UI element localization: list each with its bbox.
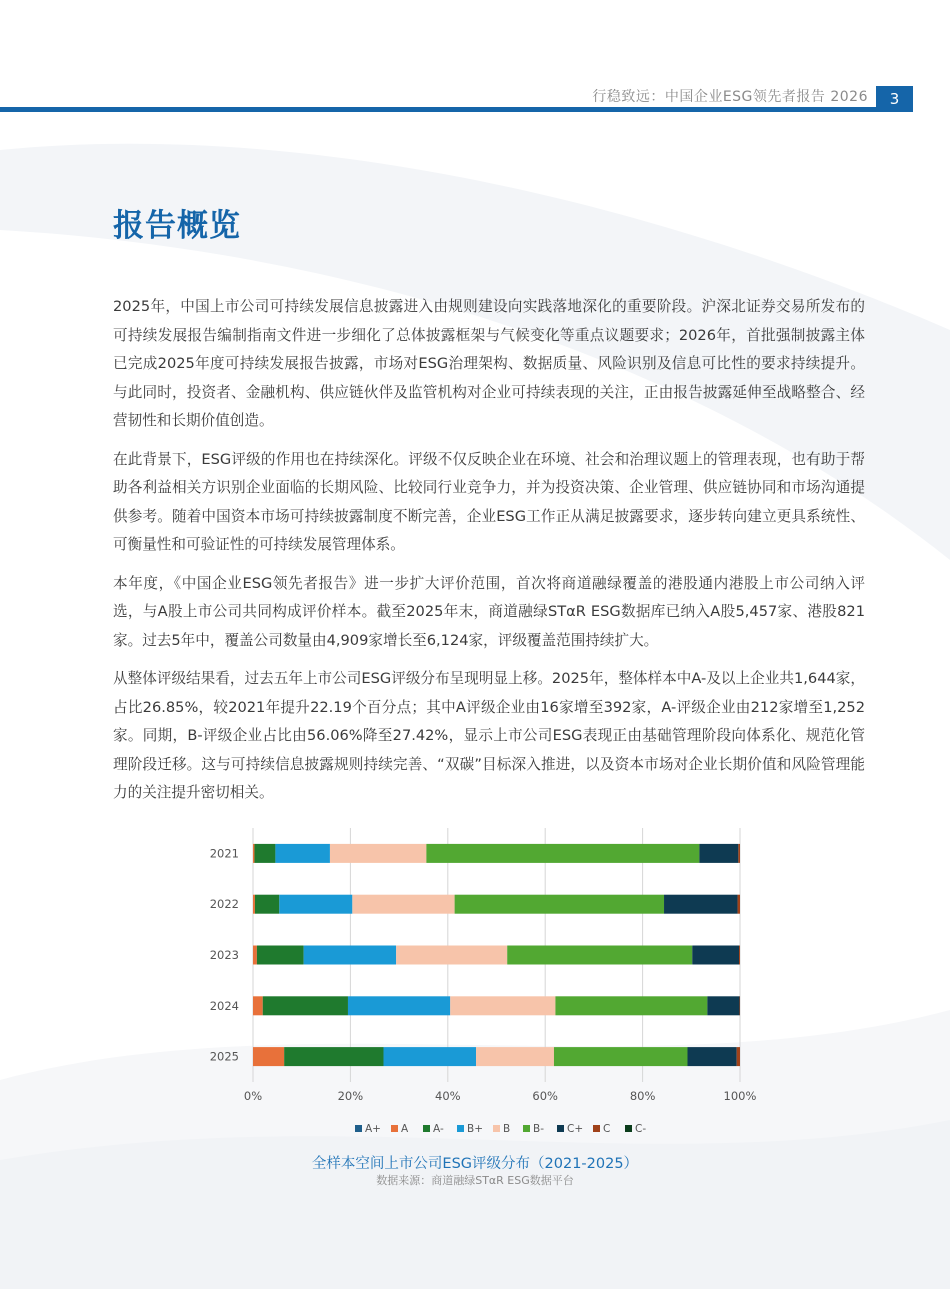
bar-segment xyxy=(707,996,739,1015)
y-tick-label: 2023 xyxy=(209,948,239,962)
bar-segment xyxy=(330,844,426,863)
bar-segment xyxy=(740,996,741,1015)
bar-segment xyxy=(284,1047,383,1066)
bar-segment xyxy=(738,895,740,914)
y-tick-label: 2025 xyxy=(209,1049,239,1064)
paragraph-3: 本年度，《中国企业ESG领先者报告》进一步扩大评价范围，首次将商道融绿覆盖的港股通内港股上市公司纳入评选，与A股上市公司共同构成评价样本。截至2025年末，商道融绿STαR ESG数据库已纳入A股5,457家、港股821家。过去5年中，覆盖公司数量由4,909家增长至6,124家，评级覆盖范围持续扩大。 xyxy=(113,574,865,649)
legend-label: A+ xyxy=(365,1123,381,1135)
chart-caption: 全样本空间上市公司ESG评级分布（2021-2025） xyxy=(311,1156,639,1172)
bar-segment xyxy=(738,844,740,863)
x-tick-label: 100% xyxy=(723,1089,757,1103)
bar-segment xyxy=(476,1047,554,1066)
section-title: 报告概览 xyxy=(113,208,241,244)
x-tick-label: 20% xyxy=(337,1089,364,1103)
x-tick-label: 80% xyxy=(629,1089,656,1103)
bar-segment xyxy=(253,996,263,1015)
legend-swatch xyxy=(523,1125,530,1132)
chart-svg xyxy=(195,822,770,1152)
legend-label: A xyxy=(401,1123,409,1135)
bar-segment xyxy=(352,895,454,914)
bar-segment xyxy=(348,996,450,1015)
header-rule xyxy=(0,107,913,112)
legend-label: B xyxy=(503,1123,511,1135)
bar-segment xyxy=(253,844,254,863)
bar-segment xyxy=(279,895,352,914)
x-tick-label: 0% xyxy=(243,1089,263,1103)
y-tick-label: 2021 xyxy=(209,846,239,861)
x-tick-label: 60% xyxy=(532,1089,558,1103)
legend-swatch xyxy=(593,1125,600,1132)
legend-swatch xyxy=(391,1125,398,1132)
bar-segment xyxy=(253,946,257,965)
body-text xyxy=(113,293,865,818)
bar-segment xyxy=(692,946,739,965)
legend-label: C xyxy=(603,1123,611,1135)
legend-swatch xyxy=(423,1125,430,1132)
bar-segment xyxy=(688,1047,737,1066)
bar-segment xyxy=(253,895,255,914)
bar-segment xyxy=(263,996,348,1015)
bar-segment xyxy=(304,946,397,965)
legend-label: C- xyxy=(635,1123,647,1135)
bar-segment xyxy=(396,946,507,965)
bar-segment xyxy=(737,1047,740,1066)
y-tick-label: 2022 xyxy=(209,897,239,912)
chart-source: 数据来源：商道融绿STαR ESG数据平台 xyxy=(376,1174,574,1187)
bar-segment xyxy=(739,946,740,965)
bar-segment xyxy=(699,844,738,863)
bar-segment xyxy=(554,1047,688,1066)
esg-rating-chart xyxy=(195,822,770,1152)
legend-label: C+ xyxy=(567,1123,584,1135)
legend-label: B- xyxy=(533,1123,544,1135)
bar-segment xyxy=(555,996,707,1015)
page-number: 3 xyxy=(876,86,913,112)
header-report-title: 行稳致远：中国企业ESG领先者报告 2026 xyxy=(592,89,868,105)
legend-swatch xyxy=(457,1125,464,1132)
bar-segment xyxy=(450,996,555,1015)
bar-segment xyxy=(275,844,330,863)
x-tick-label: 40% xyxy=(435,1089,461,1103)
bar-segment xyxy=(257,946,304,965)
legend-swatch xyxy=(625,1125,632,1132)
paragraph-2: 在此背景下，ESG评级的作用也在持续深化。评级不仅反映企业在环境、社会和治理议题上的管理表现，也有助于帮助各利益相关方识别企业面临的长期风险、比较同行业竞争力，并为投资决策、企业管理、供应链协同和市场沟通提供参考。随着中国资本市场可持续披露制度不断完善，企业ESG工作正从满足披露要求，逐步转向建立更具系统性、可衡量性和可验证性的可持续发展管理体系。 xyxy=(113,450,865,553)
bar-segment xyxy=(664,895,738,914)
bar-segment xyxy=(384,1047,477,1066)
paragraph-4: 从整体评级结果看，过去五年上市公司ESG评级分布呈现明显上移。2025年，整体样本中A-及以上企业共1,644家，占比26.85%，较2021年提升22.19个百分点；其中A评级企业由16家增至392家，A-评级企业由212家增至1,252家。同期，B-评级企业占比由56.06%降至27.42%，显示上市公司ESG表现正由基础管理阶段向体系化、规范化管理阶段迁移。这与可持续信息披露规则持续完善、“双碳”目标深入推进，以及资本市场对企业长期价值和风险管理能力的关注提升密切相关。 xyxy=(113,670,865,801)
legend-label: A- xyxy=(433,1123,444,1135)
bar-segment xyxy=(255,895,279,914)
bar-segment xyxy=(253,1047,284,1066)
bar-segment xyxy=(507,946,692,965)
bar-segment xyxy=(254,844,275,863)
bar-segment xyxy=(455,895,664,914)
bar-segment xyxy=(426,844,699,863)
legend-swatch xyxy=(557,1125,564,1132)
y-tick-label: 2024 xyxy=(209,998,239,1013)
legend-label: B+ xyxy=(467,1123,484,1135)
legend-swatch xyxy=(493,1125,500,1132)
paragraph-1: 2025年，中国上市公司可持续发展信息披露进入由规则建设向实践落地深化的重要阶段。沪深北证券交易所发布的可持续发展报告编制指南文件进一步细化了总体披露框架与气候变化等重点议题要求；2026年，首批强制披露主体已完成2025年度可持续发展报告披露，市场对ESG治理架构、数据质量、风险识别及信息可比性的要求持续提升。与此同时，投资者、金融机构、供应链伙伴及监管机构对企业可持续表现的关注，正由报告披露延伸至战略整合、经营韧性和长期价值创造。 xyxy=(113,298,865,429)
legend-swatch xyxy=(355,1125,362,1132)
